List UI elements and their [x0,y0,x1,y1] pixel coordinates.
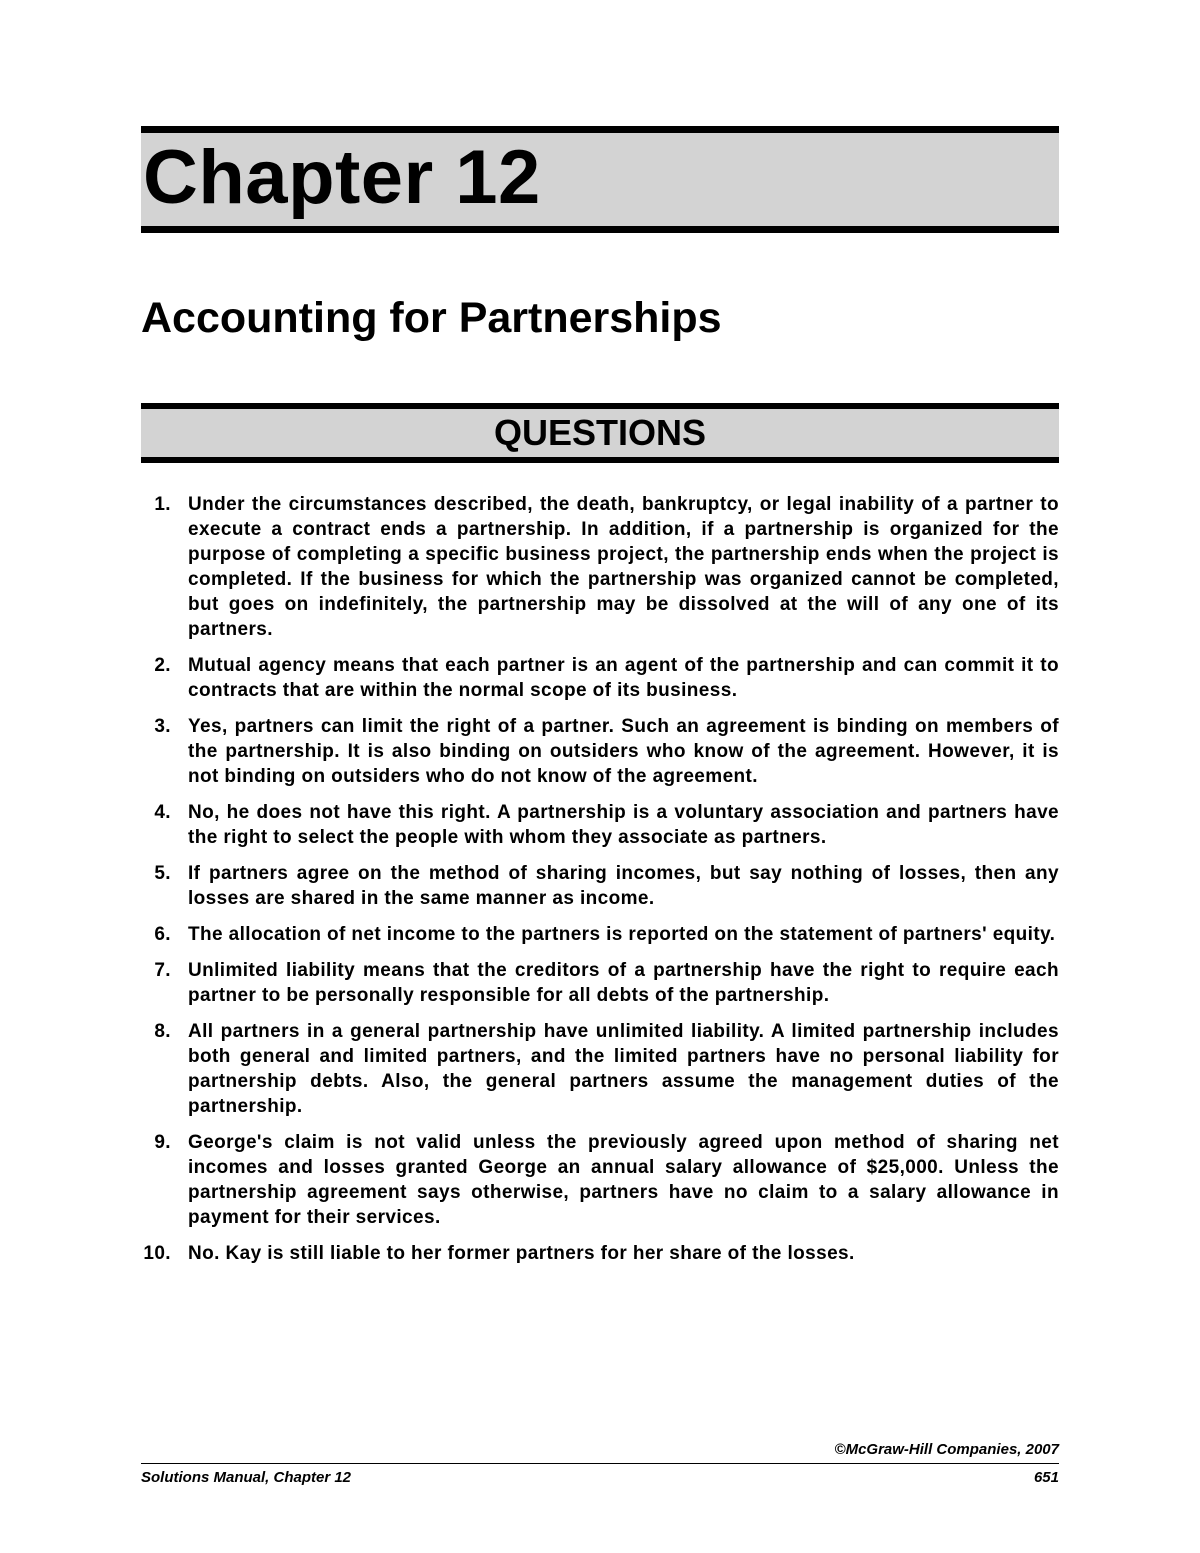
item-text: George's claim is not valid unless the previously agreed upon method of sharing net incomes and losses granted George an annual salary allowance of $25,000. Unless the partnership agreement says otherwise, partners have no claim to a salary allowance in payment for their services. [188,1132,1059,1228]
chapter-title: Chapter 12 [143,135,541,220]
item-text: If partners agree on the method of sharing incomes, but say nothing of losses, then any losses are shared in the same manner as income. [188,863,1059,909]
item-text: No. Kay is still liable to her former partners for her share of the losses. [188,1243,855,1264]
item-number: 7. [154,960,171,981]
question-answer-item [141,1130,1059,1230]
chapter-title-band [141,126,1059,233]
item-number: 3. [154,716,171,737]
item-text: Unlimited liability means that the creditors of a partnership have the right to require each partner to be personally responsible for all debts of the partnership. [188,960,1059,1006]
item-text: The allocation of net income to the partners is reported on the statement of partners' equity. [188,924,1056,945]
question-answer-item [141,1019,1059,1119]
question-answer-item [141,1241,1059,1266]
question-answer-item [141,800,1059,850]
footer-manual-label: Solutions Manual, Chapter 12 [141,1469,352,1486]
item-text: Yes, partners can limit the right of a partner. Such an agreement is binding on members of the partnership. It is also binding on outsiders who know of the agreement. However, it is not binding on outsiders who do not know of the agreement. [188,716,1059,787]
questions-heading: QUESTIONS [493,412,707,453]
item-number: 8. [154,1021,171,1042]
item-number: 10. [143,1243,171,1264]
question-answer-item [141,958,1059,1008]
page-number: 651 [1033,1469,1059,1486]
questions-list [141,492,1059,1277]
questions-heading-band [141,403,1059,463]
question-answer-item [141,922,1059,947]
item-number: 1. [154,494,171,515]
chapter-subtitle: Accounting for Partnerships [141,294,722,342]
item-number: 5. [154,863,171,884]
item-text: Mutual agency means that each partner is an agent of the partnership and can commit it to contracts that are within the normal scope of its business. [188,655,1059,701]
item-number: 2. [154,655,171,676]
question-answer-item [141,492,1059,642]
item-text: No, he does not have this right. A partnership is a voluntary association and partners have the right to select the people with whom they associate as partners. [188,802,1059,848]
question-answer-item [141,653,1059,703]
question-answer-item [141,714,1059,789]
footer-divider [141,1463,1059,1464]
item-text: Under the circumstances described, the death, bankruptcy, or legal inability of a partner to execute a contract ends a partnership. In addition, if a partnership is organized for the purpose of completing a specific business project, the partnership ends when the project is completed. If the business for which the partnership was organized cannot be completed, but goes on indefinitely, the partnership may be dissolved at the will of any one of its partners. [188,494,1059,640]
item-number: 6. [154,924,171,945]
item-number: 4. [154,802,171,823]
item-number: 9. [154,1132,171,1153]
item-text: All partners in a general partnership have unlimited liability. A limited partnership includes both general and limited partners, and the limited partners have no personal liability for partnership debts. Also, the general partners assume the management duties of the partnership. [188,1021,1059,1117]
question-answer-item [141,861,1059,911]
copyright-notice: ©McGraw-Hill Companies, 2007 [834,1441,1059,1458]
